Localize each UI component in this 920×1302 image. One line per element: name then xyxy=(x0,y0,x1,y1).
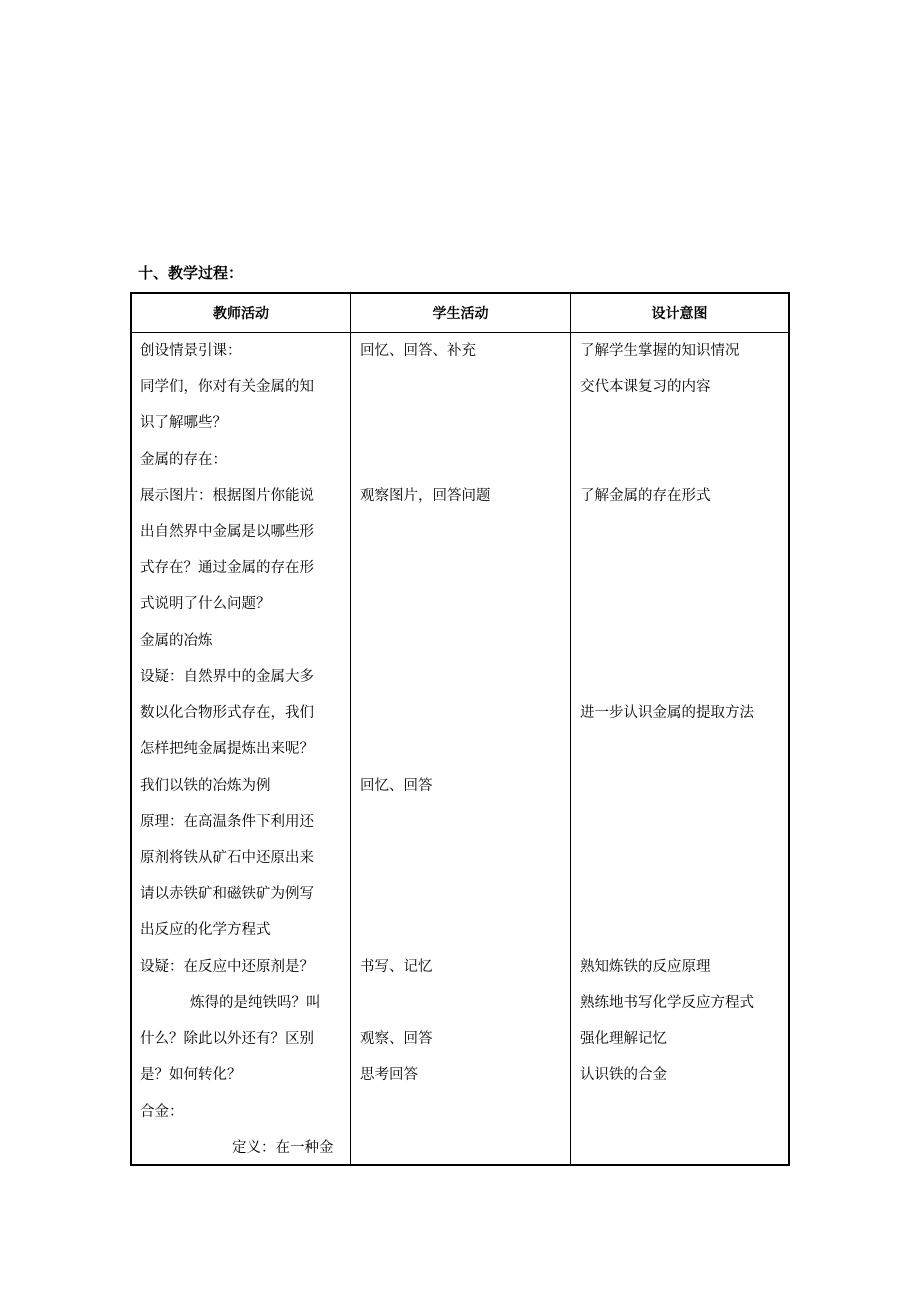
header-student-activity: 学生活动 xyxy=(351,294,571,332)
teacher-line: 金属的存在： xyxy=(140,452,227,468)
teacher-line: 展示图片：根据图片你能说 xyxy=(140,488,314,504)
teaching-process-table xyxy=(130,292,790,1166)
design-line: 认识铁的合金 xyxy=(580,1067,667,1083)
teacher-line: 定义：在一种金 xyxy=(232,1140,334,1156)
teacher-line: 原剂将铁从矿石中还原出来 xyxy=(140,850,314,866)
teacher-line: 设疑：自然界中的金属大多 xyxy=(140,669,314,685)
teacher-line: 是？如何转化？ xyxy=(140,1067,242,1083)
student-line: 回忆、回答、补充 xyxy=(360,343,476,359)
teacher-line: 炼得的是纯铁吗？叫 xyxy=(190,995,321,1011)
design-line: 了解金属的存在形式 xyxy=(580,488,711,504)
student-line: 观察、回答 xyxy=(360,1031,433,1047)
student-line: 回忆、回答 xyxy=(360,778,433,794)
teacher-line: 金属的冶炼 xyxy=(140,633,213,649)
header-teacher-activity: 教师活动 xyxy=(132,294,351,332)
teacher-line: 同学们，你对有关金属的知 xyxy=(140,379,314,395)
teacher-line: 合金： xyxy=(140,1104,184,1120)
design-line: 了解学生掌握的知识情况 xyxy=(580,343,740,359)
section-title: 十、教学过程： xyxy=(138,264,244,282)
student-line: 思考回答 xyxy=(360,1067,418,1083)
teacher-line: 我们以铁的冶炼为例 xyxy=(140,778,271,794)
teacher-line: 出自然界中金属是以哪些形 xyxy=(140,524,314,540)
teacher-line: 式存在？通过金属的存在形 xyxy=(140,560,314,576)
teacher-line: 识了解哪些？ xyxy=(140,415,227,431)
teacher-line: 数以化合物形式存在，我们 xyxy=(140,705,314,721)
teacher-line: 怎样把纯金属提炼出来呢？ xyxy=(140,741,314,757)
header-design-intent: 设计意图 xyxy=(651,306,708,322)
teacher-line: 设疑：在反应中还原剂是？ xyxy=(140,959,314,975)
design-line: 进一步认识金属的提取方法 xyxy=(580,705,754,721)
student-line: 书写、记忆 xyxy=(360,959,433,975)
column-divider xyxy=(350,332,351,1164)
teacher-line: 出反应的化学方程式 xyxy=(140,922,271,938)
teacher-line: 原理：在高温条件下利用还 xyxy=(140,814,314,830)
teacher-line: 创设情景引课： xyxy=(140,343,242,359)
column-divider xyxy=(570,332,571,1164)
teacher-line: 式说明了什么问题？ xyxy=(140,596,271,612)
design-line: 交代本课复习的内容 xyxy=(580,379,711,395)
design-line: 强化理解记忆 xyxy=(580,1031,667,1047)
design-line: 熟知炼铁的反应原理 xyxy=(580,959,711,975)
table-header-row xyxy=(132,294,788,333)
teacher-line: 什么？除此以外还有？区别 xyxy=(140,1031,314,1047)
teacher-line: 请以赤铁矿和磁铁矿为例写 xyxy=(140,886,314,902)
design-line: 熟练地书写化学反应方程式 xyxy=(580,995,754,1011)
student-line: 观察图片，回答问题 xyxy=(360,488,491,504)
